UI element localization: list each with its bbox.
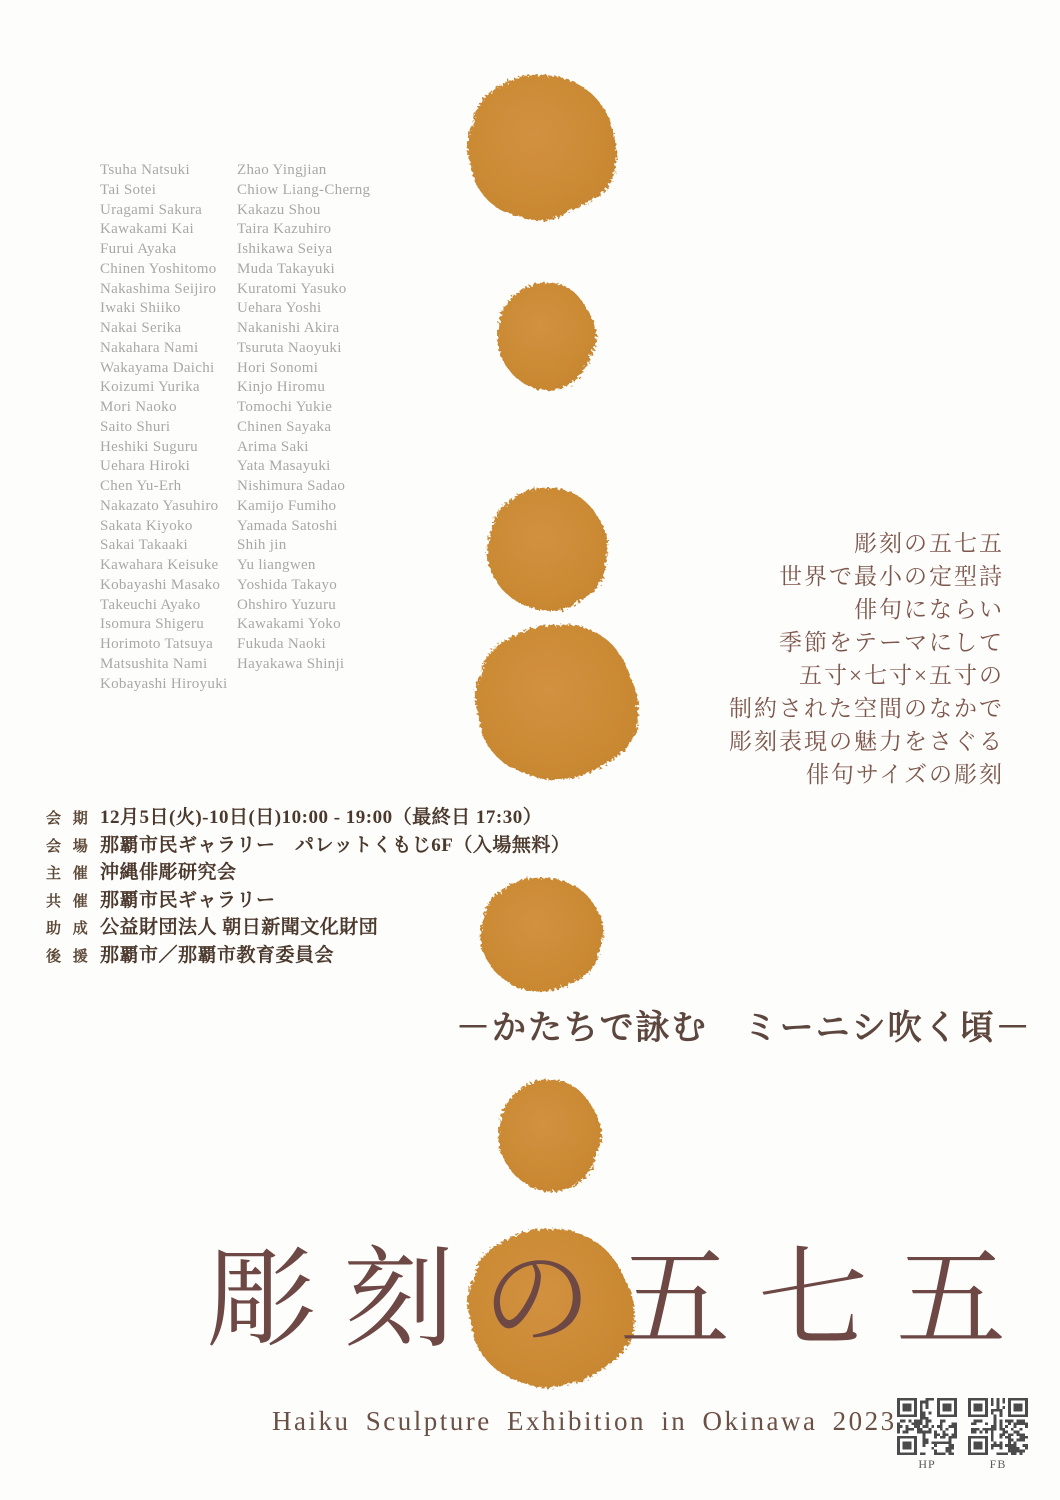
ink-blob-4 xyxy=(475,625,637,780)
participant-name: Kawahara Keisuke xyxy=(100,557,219,573)
participant-name: Kamijo Fumiho xyxy=(237,497,337,514)
participant-name: Iwaki Shiiko xyxy=(100,300,181,317)
participant-name: Shih jin xyxy=(237,537,287,554)
qr-pattern-hp xyxy=(897,1398,957,1455)
participant-name: Uragami Sakura xyxy=(100,201,203,218)
participant-name: Matsushita Nami xyxy=(100,655,208,672)
participant-name: Wakayama Daichi xyxy=(100,359,215,376)
participant-name: Koizumi Yurika xyxy=(100,379,200,396)
detail-label: 助 成 xyxy=(46,921,92,938)
qr-label-fb: FB xyxy=(989,1457,1007,1471)
qr-code-hp xyxy=(897,1398,957,1472)
detail-row-grant xyxy=(46,912,570,939)
detail-value: 沖縄俳彫研究会 xyxy=(100,862,237,884)
participant-name: Nakai Serika xyxy=(100,320,182,336)
detail-label: 会 期 xyxy=(46,811,92,827)
participant-name: Nakahara Nami xyxy=(100,339,199,356)
participant-name: Mori Naoko xyxy=(100,399,177,415)
main-title: 彫刻の五七五 xyxy=(206,1239,1034,1361)
participant-name: Taira Kazuhiro xyxy=(237,221,332,238)
subtitle: －かたちで詠む ミーニシ吹く頃－ xyxy=(456,1010,1032,1047)
ink-blob-2 xyxy=(497,283,595,389)
exhibition-statement xyxy=(729,527,1004,791)
detail-value: 12月5日(火)-10日(日)10:00 - 19:00（最終日 17:30） xyxy=(100,807,543,828)
statement-line: 季節をテーマにして xyxy=(779,630,1004,655)
participant-name: Saito Shuri xyxy=(100,418,171,435)
english-title: Haiku Sculpture Exhibition in Okinawa 2023 xyxy=(272,1406,897,1436)
ink-blob-6 xyxy=(498,1080,600,1190)
participant-name: Yu liangwen xyxy=(237,557,316,573)
detail-value: 公益財団法人 朝日新聞文化財団 xyxy=(100,917,379,939)
qr-code-fb xyxy=(968,1398,1028,1472)
participant-name: Kinjo Hiromu xyxy=(237,379,326,396)
statement-line: 五寸×七寸×五寸の xyxy=(799,663,1004,688)
detail-row-venue xyxy=(46,830,571,856)
participant-name: Sakai Takaaki xyxy=(100,537,188,554)
qr-pattern-fb xyxy=(968,1398,1028,1455)
statement-line: 彫刻の五七五 xyxy=(854,531,1004,556)
detail-value: 那覇市民ギャラリー xyxy=(100,889,276,911)
ink-blob-3 xyxy=(487,488,607,610)
participant-name: Sakata Kiyoko xyxy=(100,517,193,534)
participant-name: Chen Yu-Erh xyxy=(100,478,182,494)
detail-label: 共 催 xyxy=(46,893,92,910)
participant-name: Nakazato Yasuhiro xyxy=(100,497,219,514)
participant-name: Tsuha Natsuki xyxy=(100,162,190,178)
participant-name: Chinen Sayaka xyxy=(237,418,332,435)
participant-name: Uehara Hiroki xyxy=(100,458,191,475)
participant-name: Arima Saki xyxy=(237,438,309,455)
statement-line: 彫刻表現の魅力をさぐる xyxy=(729,729,1004,754)
participant-name: Kakazu Shou xyxy=(237,201,321,218)
detail-row-coorganizer xyxy=(46,885,570,911)
participant-name: Hayakawa Shinji xyxy=(237,655,345,672)
participant-name: Tsuruta Naoyuki xyxy=(237,339,342,356)
detail-value: 那覇市民ギャラリー パレットくもじ6F（入場無料） xyxy=(100,834,571,856)
event-details xyxy=(46,802,570,968)
participant-name: Horimoto Tatsuya xyxy=(100,636,214,652)
statement-line: 制約された空間のなかで xyxy=(729,696,1004,721)
participant-name: Zhao Yingjian xyxy=(237,162,327,178)
statement-line: 俳句にならい xyxy=(854,597,1004,622)
participant-name: Hori Sonomi xyxy=(237,359,319,376)
participant-name: Chiow Liang-Cherng xyxy=(237,181,371,198)
participant-name: Yata Masayuki xyxy=(237,458,331,475)
participant-name: Muda Takayuki xyxy=(237,260,335,277)
qr-label-hp: HP xyxy=(918,1457,936,1471)
participant-name: Tomochi Yukie xyxy=(237,399,333,415)
participant-name: Yamada Satoshi xyxy=(237,517,338,534)
detail-label: 主 催 xyxy=(46,866,92,883)
detail-row-dates xyxy=(46,802,570,828)
participant-name: Chinen Yoshitomo xyxy=(100,260,217,277)
participant-name: Kawakami Yoko xyxy=(237,616,341,633)
participants-column-1 xyxy=(100,161,227,694)
participant-name: Kobayashi Masako xyxy=(100,576,221,593)
participant-name: Ohshiro Yuzuru xyxy=(237,596,337,613)
participants-column-2 xyxy=(237,161,370,675)
participant-name: Isomura Shigeru xyxy=(100,616,205,633)
ink-blob-1 xyxy=(467,75,617,220)
detail-row-support xyxy=(46,940,570,966)
detail-row-organizer xyxy=(46,857,570,884)
participant-name: Ishikawa Seiya xyxy=(237,241,333,257)
participant-name: Heshiki Suguru xyxy=(100,438,198,455)
participant-name: Takeuchi Ayako xyxy=(100,596,201,613)
participant-name: Nakanishi Akira xyxy=(237,320,340,336)
participant-name: Kawakami Kai xyxy=(100,221,194,238)
participant-name: Fukuda Naoki xyxy=(237,636,327,652)
participant-name: Tai Sotei xyxy=(100,181,157,198)
participant-name: Yoshida Takayo xyxy=(237,576,338,593)
qr-group xyxy=(897,1398,1028,1472)
participant-name: Kobayashi Hiroyuki xyxy=(100,675,228,692)
detail-label: 会 場 xyxy=(46,838,92,855)
statement-line: 俳句サイズの彫刻 xyxy=(805,762,1004,787)
participant-name: Kuratomi Yasuko xyxy=(237,280,347,297)
participant-name: Uehara Yoshi xyxy=(237,300,322,317)
participant-name: Furui Ayaka xyxy=(100,241,177,257)
participant-name: Nishimura Sadao xyxy=(237,478,346,494)
participant-name: Nakashima Seijiro xyxy=(100,280,217,297)
statement-line: 世界で最小の定型詩 xyxy=(779,564,1004,589)
detail-value: 那覇市／那覇市教育委員会 xyxy=(100,944,335,966)
detail-label: 後 援 xyxy=(46,948,92,965)
